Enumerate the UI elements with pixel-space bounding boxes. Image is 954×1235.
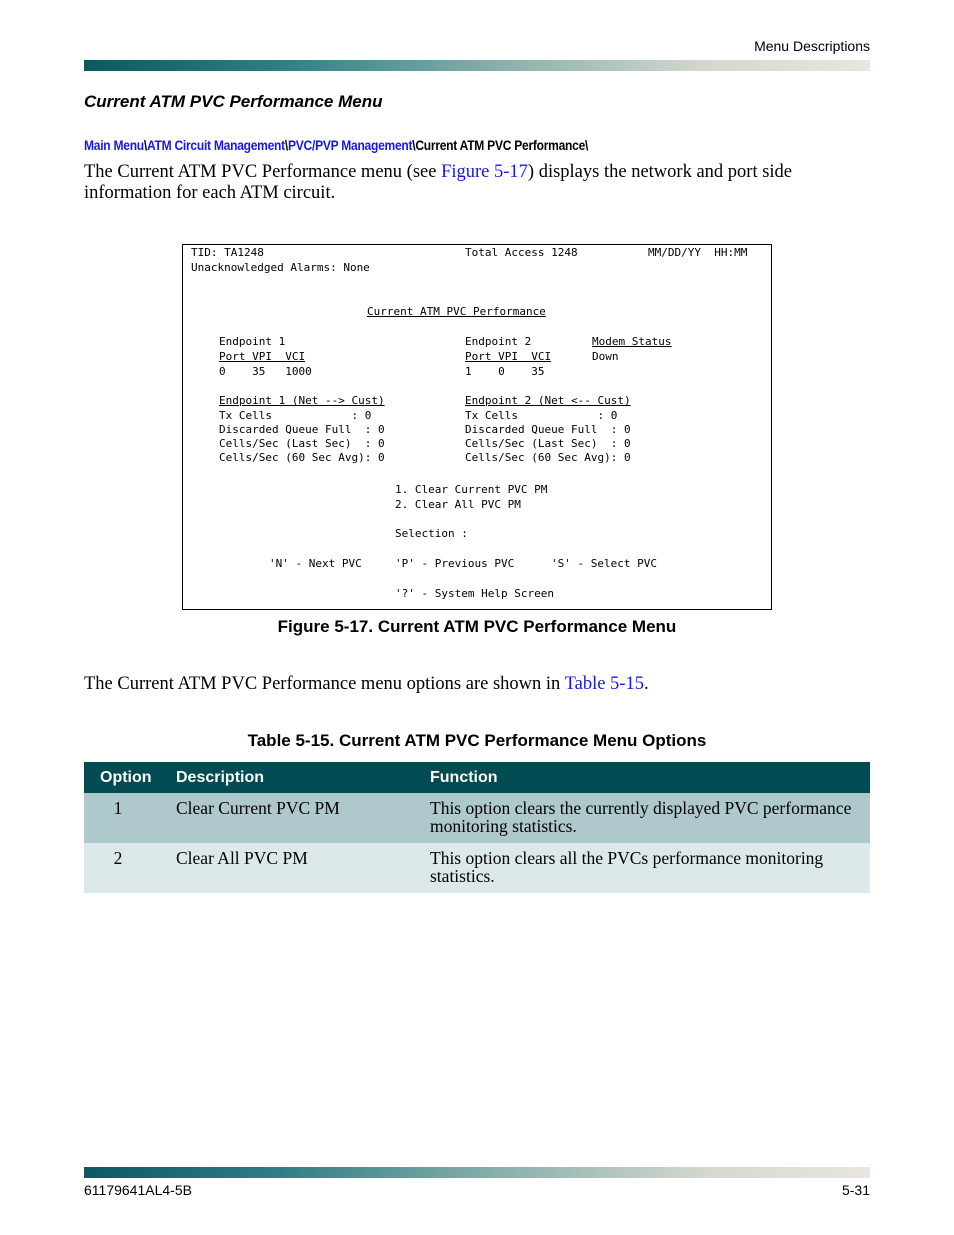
option-cell: 2	[84, 843, 160, 893]
modem-status-value: Down	[592, 350, 619, 363]
options-paragraph	[84, 674, 874, 695]
ep2-columns: Port VPI VCI	[465, 350, 552, 363]
header-rule	[84, 60, 870, 71]
screen-datetime: MM/DD/YY HH:MM	[648, 246, 748, 259]
breadcrumb-main-menu-link[interactable]: Main Menu	[84, 137, 144, 153]
ep1-columns: Port VPI VCI	[219, 350, 306, 363]
column-header-function: Function	[414, 762, 870, 793]
column-header-description: Description	[160, 762, 414, 793]
intro-text-c: information for each ATM circuit.	[84, 183, 336, 203]
ep1-label: Endpoint 1	[219, 335, 286, 348]
screen-alarms: Unacknowledged Alarms: None	[191, 261, 370, 274]
ep2-stats: Tx Cells : 0 Discarded Queue Full : 0 Cells/Sec (Last Sec) : 0 Cells/Sec (60 Sec Avg): 0	[465, 409, 631, 464]
system-help[interactable]: '?' - System Help Screen	[395, 587, 554, 600]
intro-text-a: The Current ATM PVC Performance menu (see	[84, 162, 442, 182]
breadcrumb	[84, 137, 588, 153]
table-header-row	[84, 762, 870, 793]
figure-caption: Figure 5-17. Current ATM PVC Performance Menu	[277, 617, 677, 636]
selection-prompt[interactable]: Selection :	[395, 527, 468, 540]
intro-paragraph	[84, 162, 874, 204]
terminal-screen	[182, 244, 772, 610]
ep1-stats: Tx Cells : 0 Discarded Queue Full : 0 Cells/Sec (Last Sec) : 0 Cells/Sec (60 Sec Avg): 0	[219, 409, 385, 464]
menu-option-clear-current[interactable]: 1. Clear Current PVC PM	[395, 483, 548, 496]
description-cell: Clear Current PVC PM	[160, 793, 414, 843]
footer-rule	[84, 1167, 870, 1178]
modem-status-label: Modem Status	[592, 335, 672, 348]
nav-previous-pvc[interactable]: 'P' - Previous PVC	[395, 557, 515, 570]
nav-next-pvc[interactable]: 'N' - Next PVC	[269, 557, 362, 570]
table-caption: Table 5-15. Current ATM PVC Performance Menu Options	[247, 731, 707, 750]
ep1-direction: Endpoint 1 (Net --> Cust)	[219, 394, 385, 407]
table-row	[84, 843, 870, 893]
function-cell: This option clears the currently displayed PVC performance monitoring statistics.	[414, 793, 870, 843]
screen-title: Current ATM PVC Performance	[367, 305, 546, 318]
running-header: Menu Descriptions	[754, 38, 870, 54]
ep2-values: 1 0 35	[465, 365, 545, 378]
ep1-values: 0 35 1000	[219, 365, 312, 378]
breadcrumb-pvc-pvp-link[interactable]: PVC/PVP Management	[287, 137, 413, 153]
screen-product: Total Access 1248	[465, 246, 578, 259]
table-5-15-link[interactable]: Table 5-15	[564, 674, 644, 694]
figure-5-17-link[interactable]: Figure 5-17	[441, 162, 528, 182]
ep2-label: Endpoint 2	[465, 335, 532, 348]
column-header-option: Option	[84, 762, 160, 793]
breadcrumb-atm-circuit-link[interactable]: ATM Circuit Management	[146, 137, 285, 153]
options-text-a: The Current ATM PVC Performance menu options are shown in	[84, 674, 565, 694]
description-cell: Clear All PVC PM	[160, 843, 414, 893]
options-table	[84, 762, 870, 893]
breadcrumb-separator: \	[143, 137, 147, 153]
section-title: Current ATM PVC Performance Menu	[84, 92, 383, 111]
function-cell: This option clears all the PVCs performance monitoring statistics.	[414, 843, 870, 893]
table-row	[84, 793, 870, 843]
ep2-direction: Endpoint 2 (Net <-- Cust)	[465, 394, 631, 407]
breadcrumb-separator: \	[284, 137, 288, 153]
menu-option-clear-all[interactable]: 2. Clear All PVC PM	[395, 498, 521, 511]
document-number: 61179641AL4-5B	[84, 1182, 192, 1198]
page-number: 5-31	[841, 1182, 870, 1198]
nav-select-pvc[interactable]: 'S' - Select PVC	[551, 557, 657, 570]
option-cell: 1	[84, 793, 160, 843]
intro-text-b: ) displays the network and port side	[527, 162, 793, 182]
screen-tid: TID: TA1248	[191, 246, 264, 259]
options-text-b: .	[643, 674, 649, 694]
breadcrumb-current: \Current ATM PVC Performance\	[412, 137, 589, 153]
